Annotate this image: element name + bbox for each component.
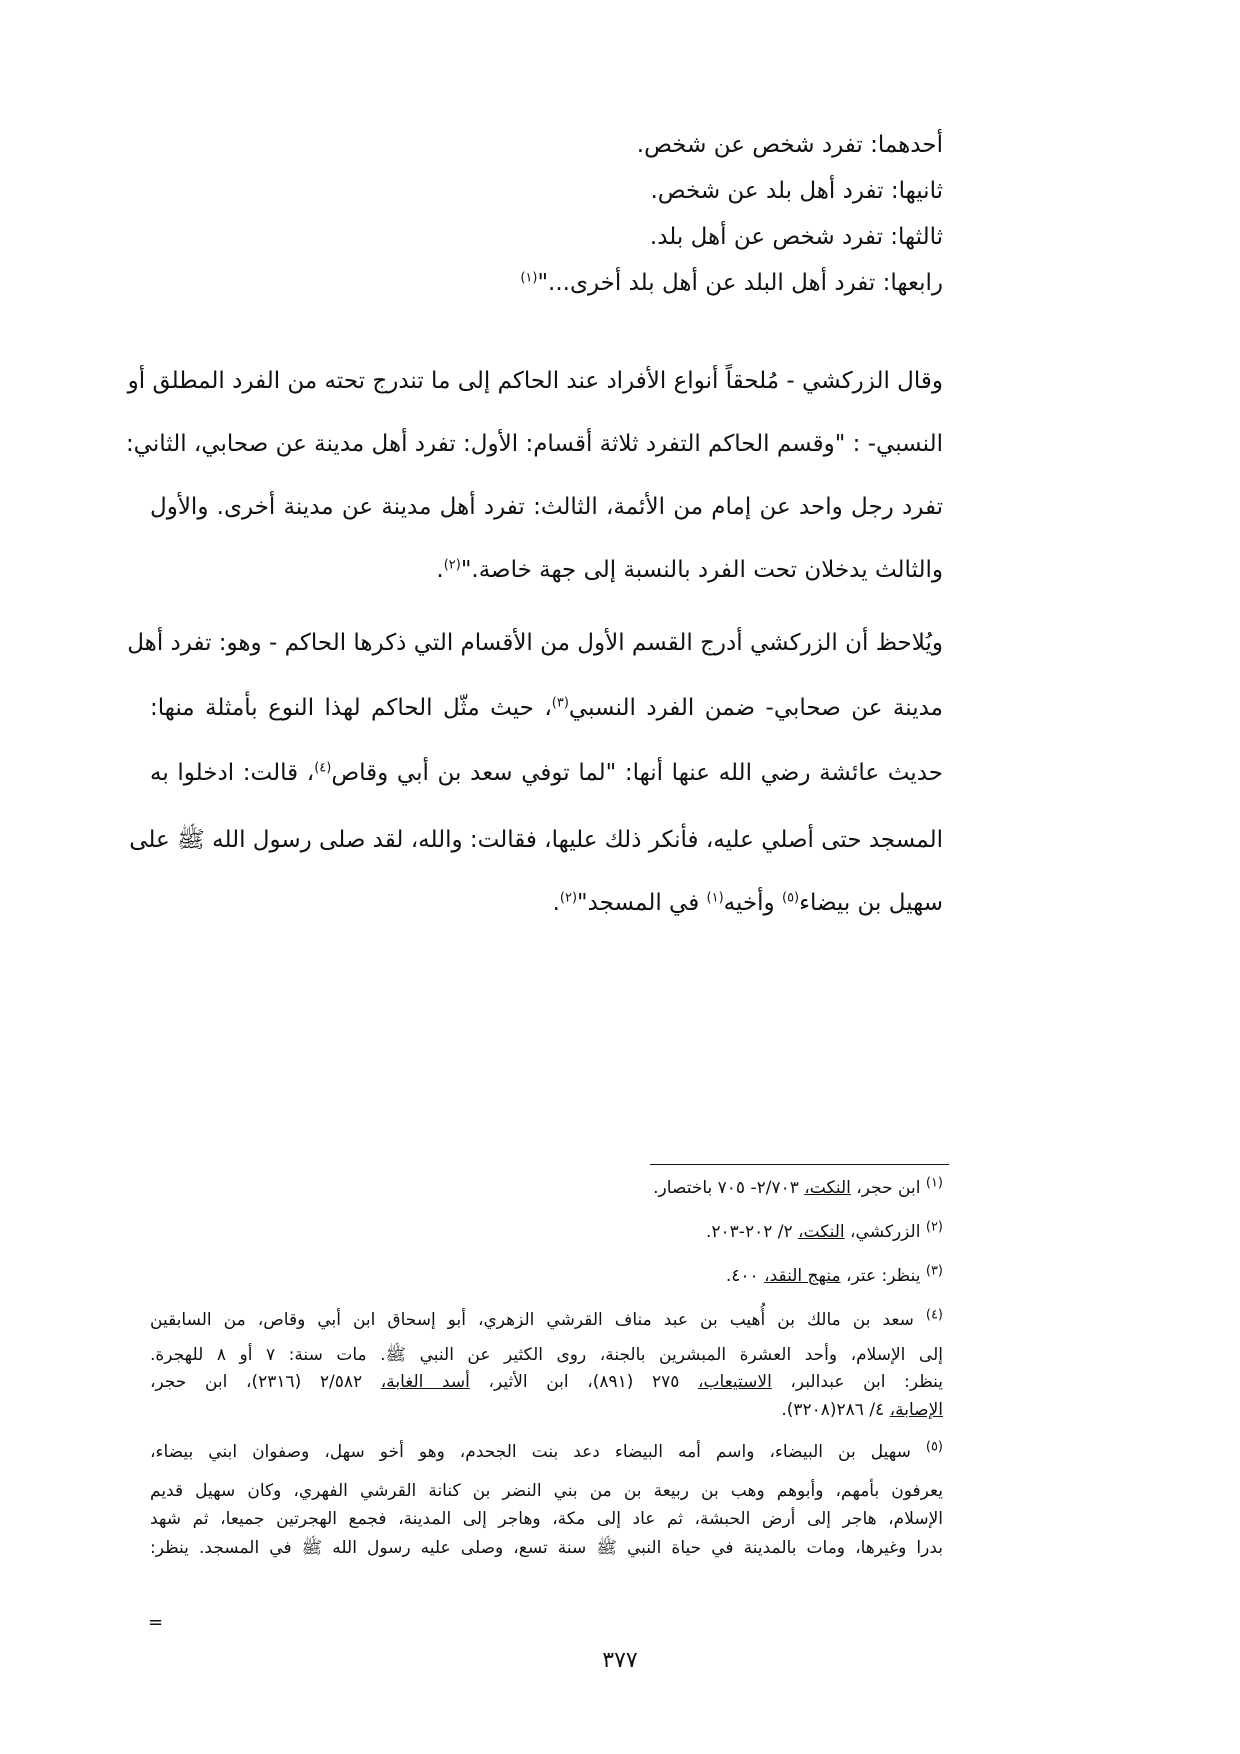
para2-line-4: المسجد حتى أصلي عليه، فأنكر ذلك عليها، فقالت: والله، لقد صلى رسول الله ﷺ على [129,827,943,853]
para1-line-1: وقال الزركشي - مُلحقاً أنواع الأفراد عند الحاكم إلى ما تندرج تحته من الفرد المطلق أو [127,368,943,394]
footnote-4-title-2: أسد الغابة، [380,1372,470,1392]
list-item-1 [637,132,943,158]
list-item-4 [520,270,943,296]
footnote-4-line-2: إلى الإسلام، وأحد العشرة المبشرين بالجنة، روى الكثير عن النبي ﷺ. مات سنة: ٧ أو ٨ للهجرة. [150,1345,943,1365]
footnote-2-title: النكت، [798,1222,845,1242]
footnote-2-b: ٢/ ٢٠٢-٢٠٣. [705,1222,799,1242]
para2-line-5 [150,890,943,916]
footnote-3 [150,1263,943,1286]
footnote-ref[interactable]: (٢) [559,890,578,906]
list-item-1-text: أحدهما: تفرد شخص عن شخص. [636,132,943,158]
para1-line-3: تفرد رجل واحد عن إمام من الأئمة، الثالث: تفرد أهل مدينة عن مدينة أخرى. والأول [150,494,943,520]
footnote-4-l3-b: ٢٧٥ (٨٩١)، ابن الأثير، [469,1372,699,1392]
footnote-ref[interactable]: (٤) [314,760,332,776]
footnote-4-line-4 [150,1400,943,1420]
para2-line-5-a: سهيل بن بيضاء [799,890,943,916]
footnote-ref[interactable]: (٣) [551,695,569,711]
footnote-3-title: منهج النقد، [764,1266,841,1286]
footnote-5-l1: سهيل بن البيضاء، واسم أمه البيضاء دعد بنت الجحدم، وهو أخو سهل، وصفوان ابني بيضاء، [150,1442,926,1462]
footnote-separator [650,1164,949,1165]
para2-line-5-b: وأخيه [723,890,782,916]
para1-line-2: النسبي- : "وقسم الحاكم التفرد ثلاثة أقسام: الأول: تفرد أهل مدينة عن صحابي، الثاني: [125,431,943,457]
page-number: ٣٧٧ [602,1648,638,1673]
footnote-5-line-2: يعرفون بأمهم، وأبوهم وهب بن ربيعة بن من بني النضر بن كنانة القرشي الفهري، وكان سهيل قديم [150,1481,943,1501]
list-item-2-text: ثانيها: تفرد أهل بلد عن شخص. [650,178,943,204]
footnote-4-l3-a: ينظر: ابن عبدالبر، [771,1372,944,1392]
footnote-4-line-3 [150,1372,943,1392]
para2-line-5-c: في المسجد" [577,890,707,916]
para2-line-5-end: . [552,890,560,916]
footnote-3-a: ينظر: عتر، [840,1266,926,1286]
footnote-number: (٤) [925,1307,943,1323]
footnote-1-b: ٢/٧٠٣- ٧٠٥ باختصار. [653,1178,805,1198]
footnote-5-line-3: الإسلام، هاجر إلى أرض الحبشة، ثم عاد إلى مكة، وهاجر إلى المدينة، فجمع الهجرتين جميعا، ثم شهد [150,1509,943,1529]
footnote-4-line-1 [150,1307,943,1330]
footnote-4-l3-c: ٢/٥٨٢ (٢٣١٦)، ابن حجر، [150,1372,381,1392]
para1-line-4 [150,557,943,583]
para2-line-3-b: ، قالت: ادخلوا به [150,760,315,786]
para2-line-3-a: حديث عائشة رضي الله عنها أنها: "لما توفي سعد بن أبي وقاص [331,760,943,786]
para1-line-4-text: والثالث يدخلان تحت الفرد بالنسبة إلى جهة خاصة." [460,557,943,583]
footnote-ref[interactable]: (٥) [781,890,800,906]
footnote-1-title: النكت، [804,1178,851,1198]
footnote-4-title-3: الإصابة، [889,1400,943,1420]
footnote-5-line-4: بدرا وغيرها، ومات بالمدينة في حياة النبي ﷺ سنة تسع، وصلى عليه رسول الله ﷺ في المسجد. ينظر: [150,1538,943,1558]
footnote-4-l4-b: ٤/ ٢٨٦(٣٢٠٨). [781,1400,890,1420]
para2-line-1: ويُلاحظ أن الزركشي أدرج القسم الأول من الأقسام التي ذكرها الحاكم - وهو: تفرد أهل [127,630,943,656]
footnote-ref[interactable]: (١) [706,890,724,906]
footnote-4-l1: سعد بن مالك بن أُهيب بن عبد مناف القرشي الزهري، أبو إسحاق ابن أبي وقاص، من السابقين [150,1310,926,1330]
footnote-number: (١) [925,1175,943,1191]
list-item-3 [650,224,943,250]
footnote-1-a: ابن حجر، [850,1178,926,1198]
footnote-2 [150,1219,943,1242]
footnote-5-line-1 [150,1439,943,1462]
footnote-continuation-mark: = [148,1612,164,1633]
para2-line-3 [150,760,943,786]
footnote-number: (٣) [925,1263,943,1279]
para1-line-4-end: . [436,557,444,583]
footnote-ref[interactable]: (١) [520,270,538,286]
footnote-ref[interactable]: (٢) [443,557,461,573]
list-item-2 [651,178,944,204]
footnote-number: (٢) [925,1219,943,1235]
footnote-4-title-1: الاستيعاب، [698,1372,772,1392]
footnote-2-a: الزركشي، [844,1222,926,1242]
list-item-3-text: ثالثها: تفرد شخص عن أهل بلد. [649,224,943,250]
para2-line-2-b: ، حيث مثّل الحاكم لهذا النوع بأمثلة منها: [150,695,552,721]
list-item-4-text: رابعها: تفرد أهل البلد عن أهل بلد أخرى..." [537,270,943,296]
para2-line-2-a: مدينة عن صحابي- ضمن الفرد النسبي [568,695,943,721]
footnote-3-b: ٤٠٠. [725,1266,765,1286]
footnote-number: (٥) [925,1439,943,1455]
footnote-1 [150,1175,943,1198]
para2-line-2 [150,695,943,721]
